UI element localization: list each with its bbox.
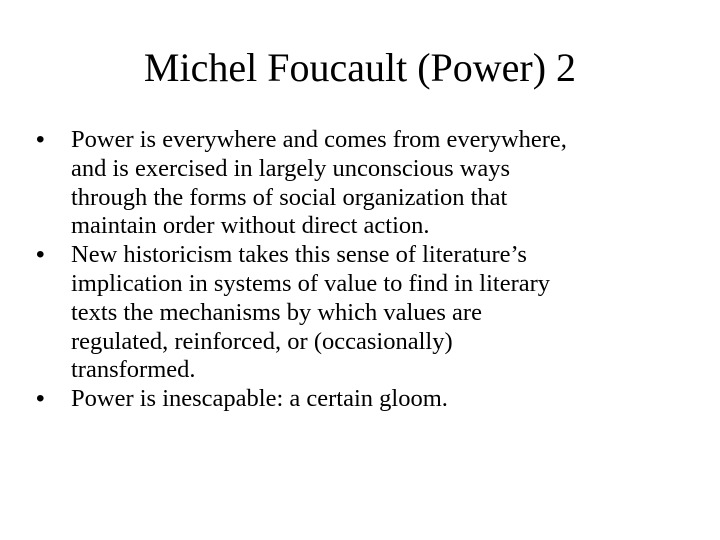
bullet-marker: • bbox=[36, 241, 45, 269]
bullet-text-line: maintain order without direct action. bbox=[71, 212, 430, 240]
bullet-text-line: and is exercised in largely unconscious ways bbox=[71, 154, 511, 182]
bullet-item bbox=[36, 241, 706, 385]
bullet-list bbox=[36, 126, 706, 414]
bullet-text-line: regulated, reinforced, or (occasionally) bbox=[71, 327, 453, 355]
bullet-text-line: transformed. bbox=[71, 356, 196, 384]
bullet-text-line: Power is inescapable: a certain gloom. bbox=[71, 385, 448, 413]
bullet-item bbox=[36, 126, 706, 241]
bullet-marker: • bbox=[36, 385, 45, 413]
bullet-item bbox=[36, 385, 706, 414]
bullet-text-line: texts the mechanisms by which values are bbox=[71, 298, 482, 326]
bullet-marker: • bbox=[36, 126, 45, 153]
bullet-text-line: Power is everywhere and comes from everywhere, bbox=[71, 126, 567, 153]
bullet-text-line: through the forms of social organization that bbox=[71, 183, 508, 211]
bullet-text-line: implication in systems of value to find in literary bbox=[71, 269, 551, 297]
bullet-text-line: New historicism takes this sense of literature’s bbox=[71, 241, 527, 269]
slide-title: Michel Foucault (Power) 2 bbox=[143, 45, 577, 90]
